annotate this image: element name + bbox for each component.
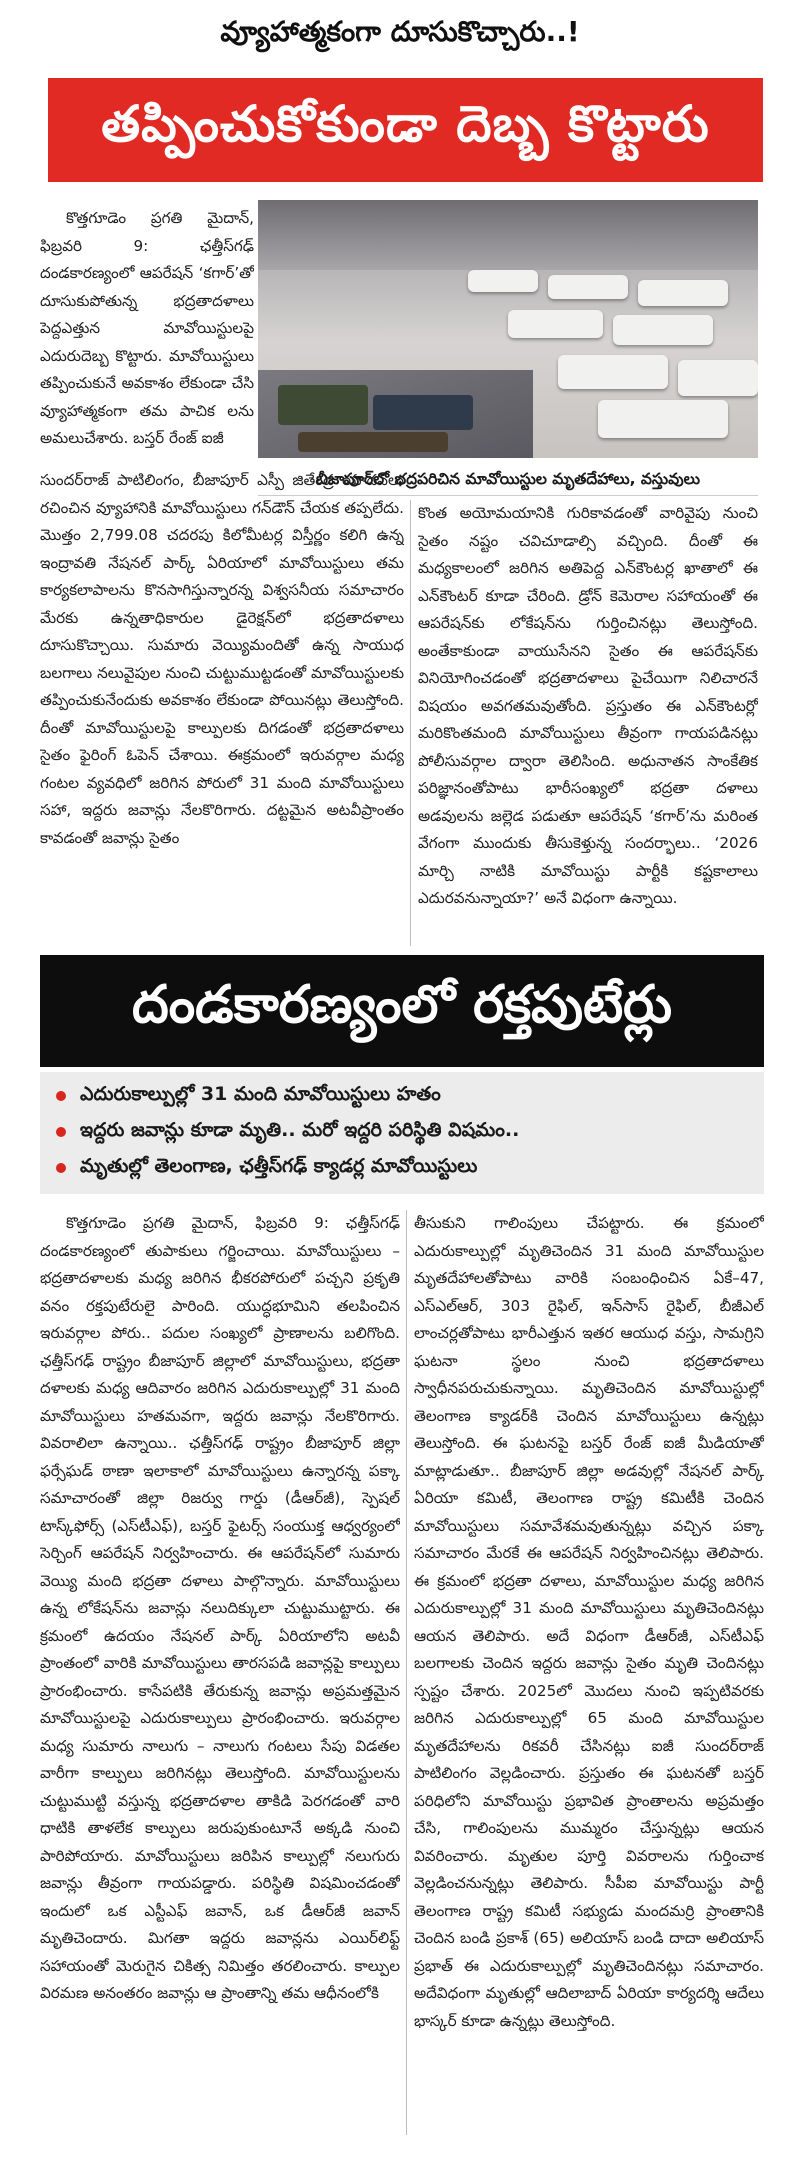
story1-left-text: కొత్తగూడెం ప్రగతి మైదాన్, ఫిబ్రవరి 9: ఛత్తీస్‌గఢ్ దండకారణ్యంలో ఆపరేషన్ ‘కగార్’తో దూసుకుపోతున్న భద్రతాదళాలు పెద్దఎత్తున మావోయిస్టులపై ఎదురుదెబ్బ కొట్టారు. మావోయిస్టులు తప్పించుకునే అవకాశం లేకుండా చేసి వ్యూహాత్మకంగా తమ పాచిక లను అమలుచేశారు. బస్తర్ రేంజ్ ఐజీ	[40, 209, 254, 447]
story2-left-text: కొత్తగూడెం ప్రగతి మైదాన్, ఫిబ్రవరి 9: ఛత్తీస్‌గఢ్ దండకారణ్యంలో తుపాకులు గర్జించాయి. మావోయిస్టులు – భద్రతాదళాలకు మధ్య జరిగిన భీకరపోరులో పచ్చని ప్రకృతి వనం రక్తపుటేరులై పారింది. యుద్ధభూమిని తలపించిన ఇరువర్గాల పోరు.. పదుల సంఖ్యలో ప్రాణాలను బలిగొంది. ఛత్తీస్‌గఢ్ రాష్ట్రం బీజాపూర్ జిల్లాలో మావోయిస్టులు, భద్రతా దళాలకు మధ్య ఆదివారం జరిగిన ఎదురుకాల్పుల్లో 31 మంది మావోయిస్టులు హతమవగా, ఇద్దరు జవాన్లు నేలకొరిగారు. వివరాలిలా ఉన్నాయి.. ఛత్తీస్‌గఢ్ రాష్ట్రం బీజాపూర్ జిల్లా ఫర్సేఘడ్ ఠాణా ఇలాకాలో మావోయిస్టులు ఉన్నారన్న పక్కా సమాచారంతో జిల్లా రిజర్వు గార్డు (డీఆర్‌జీ), స్పెషల్ టాస్క్‌ఫోర్స్ (ఎస్‌టీఎఫ్), బస్తర్ ఫైటర్స్ సంయుక్త ఆధ్వర్యంలో సెర్చింగ్ ఆపరేషన్ నిర్వహించారు. ఈ ఆపరేషన్‌లో సుమారు వెయ్యి మంది భద్రతా దళాలు పాల్గొన్నారు. మావోయిస్టులు ఉన్న లోకేషన్‌ను జవాన్లు నలుదిక్కులా చుట్టుముట్టారు. ఈ క్రమంలో ఉదయం నేషనల్ పార్క్ ఏరియాలోని అటవీ ప్రాంతంలో వారికి మావోయిస్టులు తారసపడి జవాన్లపై కాల్పులు ప్రారంభించారు. కాసేపటికి తేరుకున్న జవాన్లు అప్రమత్తమైన మావోయిస్టులపై ఎదురుకాల్పులు ప్రారంభించారు. ఇరువర్గాల మధ్య సుమారు నాలుగు – నాలుగు గంటలు సేపు విడతల వారీగా కాల్పులు జరిగినట్లు తెలుస్తోంది. మావోయిస్టులను చుట్టుముట్టి వస్తున్న భద్రతాదళాల తాకిడి పెరగడంతో వారి ధాటికి తాళలేక కాల్పులు జరుపుకుంటూనే అక్కడి నుంచి పారిపోయారు. మావోయిస్టులు జరిపిన కాల్పుల్లో నలుగురు జవాన్లు తీవ్రంగా గాయపడ్డారు. పరిస్థితి విషమించడంతో ఇందులో ఒక ఎస్టీఎఫ్ జవాన్, ఒక డీఆర్‌జీ జవాన్ మృతిచెందారు. మిగతా ఇద్దరు జవాన్లను ఎయిర్‌లిఫ్ట్ సహాయంతో మెరుగైన చికిత్స నిమిత్తం తరలించారు. కాల్పుల విరమణ అనంతరం జవాన్లు ఆ ప్రాంతాన్ని తమ ఆధీనంలోకి	[40, 1214, 400, 2002]
kicker-headline: వ్యూహాత్మకంగా దూసుకొచ్చారు..!	[220, 15, 580, 48]
bullet-text: ఇద్దరు జవాన్లు కూడా మృతి.. మరో ఇద్దరి పరిస్థితి విషమం..	[80, 1118, 520, 1141]
story2-right-text: తీసుకుని గాలింపులు చేపట్టారు. ఈ క్రమంలో ఎదురుకాల్పుల్లో మృతిచెందిన 31 మంది మావోయిస్టుల మృతదేహాలతోపాటు వారికి సంబంధించిన ఏకే–47, ఎస్ఎల్ఆర్, 303 రైఫిల్, ఇన్‌సాస్ రైఫిల్, బీజీఎల్ లాంచర్లతోపాటు భారీఎత్తున ఇతర ఆయుధ వస్తు, సామగ్రిని ఘటనా స్థలం నుంచి భద్రతాదళాలు స్వాధీనపరుచుకున్నాయి. మృతిచెందిన మావోయిస్టుల్లో తెలంగాణ క్యాడర్‌కి చెందిన మావోయిస్టులు ఉన్నట్లు తెలుస్తోంది. ఈ ఘటనపై బస్తర్ రేంజ్ ఐజీ మీడియాతో మాట్లాడుతూ.. బీజాపూర్ జిల్లా అడవుల్లో నేషనల్ పార్క్ ఏరియా కమిటీ, తెలంగాణ రాష్ట్ర కమిటీకి చెందిన మావోయిస్టులు సమావేశమవుతున్నట్లు వచ్చిన పక్కా సమాచారం మేరకే ఈ ఆపరేషన్ నిర్వహించినట్లు తెలిపారు. ఈ క్రమంలో భద్రతా దళాలు, మావోయిస్టుల మధ్య జరిగిన ఎదురుకాల్పుల్లో 31 మంది మావోయిస్టులు మృతిచెందినట్లు ఆయన తెలిపారు. అదే విధంగా డీఆర్‌జీ, ఎస్‌టీఎఫ్ బలగాలకు చెందిన ఇద్దరు జవాన్లు సైతం మృతి చెందినట్లు స్పష్టం చేశారు. 2025లో మొదలు నుంచి ఇప్పటివరకు జరిగిన ఎదురుకాల్పుల్లో 65 మంది మావోయిస్టుల మృతదేహాలను రికవరీ చేసినట్లు ఐజీ సుందర్‌రాజ్ పాటిలింగం వెల్లడించారు. ప్రస్తుతం ఈ ఘటనతో బస్తర్ పరిధిలోని మావోయిస్టు ప్రభావిత ప్రాంతాలను అప్రమత్తం చేసి, గాలింపులను ముమ్మరం చేస్తున్నట్లు ఆయన వివరించారు. మృతుల పూర్తి వివరాలను గుర్తించాక వెల్లడించనున్నట్లు తెలిపారు. సీపీఐ మావోయిస్టు పార్టీ తెలంగాణ రాష్ట్ర కమిటీ సభ్యుడు మందమర్రి ప్రాంతానికి చెందిన బండి ప్రకాశ్ (65) అలియాస్ బండి దాదా అలియాస్ ప్రభాత్ ఈ ఎదురుకాల్పుల్లో మృతిచెందినట్లు సమాచారం. అదేవిధంగా మృతుల్లో ఆదిలాబాద్ ఏరియా కార్యదర్శి ఆదేలు భాస్కర్ కూడా ఉన్నట్లు తెలుస్తోంది.	[414, 1214, 764, 2030]
body-bag	[468, 270, 538, 292]
encounter-photo	[258, 200, 758, 458]
bullet-dot-icon	[56, 1091, 66, 1101]
story2-left-column	[40, 1210, 400, 2140]
story1-right-text: కొంత అయోమయానికి గురికావడంతో వారివైపు నుంచి సైతం నష్టం చవిచూడాల్సి వచ్చింది. దీంతో ఈ మధ్యకాలంలో జరిగిన అతిపెద్ద ఎన్‌కౌంటర్ల ఖాతాలో ఈ ఎన్‌కౌంటర్ కూడా చేరింది. డ్రోన్ కెమెరాల సహాయంతో ఈ ఆపరేషన్‌కు లోకేషన్‌ను గుర్తించినట్లు తెలుస్తోంది. అంతేకాకుండా వాయుసేనని సైతం ఈ ఆపరేషన్‌కు వినియోగించడంతో భద్రతాదళాలు పైచేయిగా నిలిచారనే విషయం అవగతమవుతోంది. ప్రస్తుతం ఈ ఎన్‌కౌంటర్లో మరికొంతమంది మావోయిస్టులు తీవ్రంగా గాయపడినట్లు పోలీసువర్గాల ద్వారా తెలిసింది. అధునాతన సాంకేతిక పరిజ్ఞానంతోపాటు భారీసంఖ్యలో భద్రతా దళాలు అడవులను జల్లెడ పడుతూ ఆపరేషన్ ‘కగార్’ను మరింత వేగంగా ముందుకు తీసుకెళ్తున్న సందర్భాలు.. ‘2026 మార్చి నాటికి మావోయిస్టు పార్టీకి కష్టకాలాలు ఎదురవనున్నాయా?’ అనే విధంగా ఉన్నాయి.	[418, 504, 758, 907]
story1-left-column	[40, 205, 254, 467]
body-bag	[508, 310, 603, 338]
body-bag	[678, 360, 758, 396]
bullet-item	[56, 1078, 748, 1114]
bullet-item	[56, 1150, 748, 1186]
highlight-bullets	[40, 1072, 764, 1194]
bullet-dot-icon	[56, 1127, 66, 1137]
bullet-text: ఎదురుకాల్పుల్లో 31 మంది మావోయిస్టులు హతం	[80, 1082, 441, 1105]
tent-canopy	[258, 200, 758, 270]
seized-items	[373, 395, 473, 430]
bullet-dot-icon	[56, 1163, 66, 1173]
story1-right-column	[418, 500, 758, 948]
main-headline-banner: తప్పించుకోకుండా దెబ్బ కొట్టారు	[48, 78, 763, 182]
body-bag	[638, 280, 728, 306]
seized-items	[278, 385, 368, 425]
bullet-item	[56, 1114, 748, 1150]
body-bag	[613, 315, 713, 345]
body-bag	[598, 400, 728, 438]
column-divider	[406, 1210, 407, 2135]
photo-caption: బీజాపూర్‌లో భద్రపరిచిన మావోయిస్టుల మృతదేహాలు, వస్తువులు	[258, 466, 758, 496]
column-divider	[410, 500, 411, 946]
story2-right-column	[414, 1210, 764, 2140]
story1-bottom-left-column	[40, 467, 404, 951]
seized-items	[298, 432, 448, 452]
second-headline-banner: దండకారణ్యంలో రక్తపుటేర్లు	[40, 955, 764, 1067]
bullet-text: మృతుల్లో తెలంగాణ, ఛత్తీస్‌గఢ్ క్యాడర్ల మావోయిస్టులు	[80, 1154, 478, 1177]
body-bag	[558, 355, 668, 389]
body-bag	[548, 275, 628, 299]
story1-bottom-left-text: సుందర్‌రాజ్ పాటిలింగం, బీజాపూర్ ఎస్పీ జితేంద్ర యాదవ్‌లు రచించిన వ్యూహానికి మావోయిస్టులు గన్‌డౌన్ చేయక తప్పలేదు. మొత్తం 2,799.08 చదరపు కిలోమీటర్ల విస్తీర్ణం కలిగి ఉన్న ఇంద్రావతి నేషనల్ పార్క్ ఏరియాలో మావోయిస్టులు తమ కార్యకలాపాలను కొనసాగిస్తున్నారన్న విశ్వసనీయ సమాచారం మేరకు ఉన్నతాధికారుల డైరెక్షన్‌లో భద్రతాదళాలు దూసుకొచ్చాయి. సుమారు వెయ్యిమందితో ఉన్న సాయుధ బలగాలు నలువైపుల నుంచి చుట్టుముట్టడంతో మావోయిస్టులకు తప్పించుకునేందుకు అవకాశం లేకుండా పోయినట్లు తెలుస్తోంది. దీంతో మావోయిస్టులపై కాల్పులకు దిగడంతో భద్రతాదళాలు సైతం ఫైరింగ్ ఓపెన్ చేశాయి. ఈక్రమంలో ఇరువర్గాల మధ్య గంటల వ్యవధిలో జరిగిన పోరులో 31 మంది మావోయిస్టులు సహా, ఇద్దరు జవాన్లు నేలకొరిగారు. దట్టమైన అటవీప్రాంతం కావడంతో జవాన్లు సైతం	[40, 471, 404, 847]
